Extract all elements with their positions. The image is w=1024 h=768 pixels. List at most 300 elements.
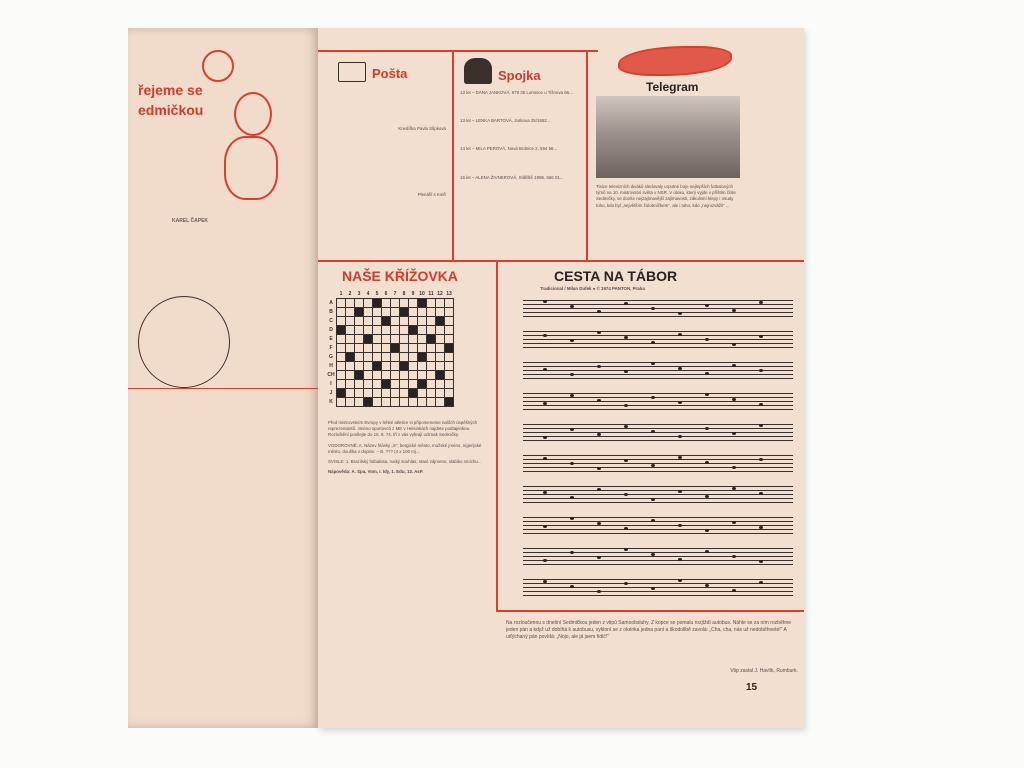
grid-cell <box>337 371 346 380</box>
music-note-icon <box>651 430 655 433</box>
music-note-icon <box>678 401 682 404</box>
left-heading-line1: řejeme se <box>138 82 203 98</box>
grid-cell <box>436 317 445 326</box>
grid-col-label: 3 <box>357 291 361 297</box>
music-note-icon <box>759 581 763 584</box>
grid-cell <box>346 335 355 344</box>
grid-cell <box>355 308 364 317</box>
grid-cell <box>355 326 364 335</box>
grid-cell <box>427 353 436 362</box>
staff-line <box>523 347 793 348</box>
grid-cell <box>427 371 436 380</box>
grid-cell <box>337 389 346 398</box>
grid-col-label: 1 <box>339 291 343 297</box>
grid-cell <box>337 326 346 335</box>
grid-col-label: 11 <box>428 291 434 297</box>
grid-cell <box>382 380 391 389</box>
grid-cell <box>355 344 364 353</box>
grid-row-label: I <box>330 381 332 387</box>
grid-cell <box>409 335 418 344</box>
staff-line <box>523 548 793 549</box>
grid-cell <box>400 380 409 389</box>
grid-row-label: F <box>329 345 333 351</box>
crossword-table <box>326 290 454 407</box>
grid-col-label: 6 <box>384 291 388 297</box>
grid-col-label: 9 <box>411 291 415 297</box>
grid-cell <box>409 299 418 308</box>
music-note-icon <box>678 333 682 336</box>
grid-row-label: J <box>329 390 333 396</box>
music-note-icon <box>732 364 736 367</box>
grid-cell <box>382 335 391 344</box>
music-note-icon <box>651 307 655 310</box>
grid-cell <box>355 371 364 380</box>
frame-vertical-mid <box>496 260 498 610</box>
spojka-title: Spojka <box>498 68 541 83</box>
music-note-icon <box>732 521 736 524</box>
grid-cell <box>445 335 454 344</box>
grid-cell <box>400 326 409 335</box>
grid-cell <box>445 353 454 362</box>
staff-line <box>523 428 793 429</box>
music-note-icon <box>759 335 763 338</box>
music-note-icon <box>543 525 547 528</box>
staff-line <box>523 393 793 394</box>
grid-cell <box>445 317 454 326</box>
music-note-icon <box>543 559 547 562</box>
staff-line <box>523 335 793 336</box>
staff-line <box>523 424 793 425</box>
grid-cell <box>409 371 418 380</box>
grid-cell <box>382 371 391 380</box>
staff-line <box>523 463 793 464</box>
grid-cell <box>382 389 391 398</box>
grid-cell <box>409 398 418 407</box>
grid-cell <box>436 398 445 407</box>
staff-line <box>523 370 793 371</box>
grid-cell <box>355 398 364 407</box>
staff-line <box>523 517 793 518</box>
music-note-icon <box>597 433 601 436</box>
grid-cell <box>418 362 427 371</box>
music-note-icon <box>624 527 628 530</box>
grid-cell <box>364 353 373 362</box>
music-note-icon <box>732 466 736 469</box>
grid-cell <box>337 398 346 407</box>
grid-cell <box>400 398 409 407</box>
staff-line <box>523 339 793 340</box>
grid-cell <box>373 371 382 380</box>
staff-line <box>523 529 793 530</box>
grid-cell <box>346 380 355 389</box>
music-note-icon <box>597 467 601 470</box>
staff-line <box>523 312 793 313</box>
music-note-icon <box>678 312 682 315</box>
grid-cell <box>346 344 355 353</box>
music-note-icon <box>570 551 574 554</box>
grid-cell <box>364 317 373 326</box>
music-note-icon <box>624 336 628 339</box>
grid-cell <box>445 389 454 398</box>
music-note-icon <box>597 590 601 593</box>
staff-line <box>523 455 793 456</box>
staff-line <box>523 436 793 437</box>
music-note-icon <box>678 367 682 370</box>
grid-cell <box>400 344 409 353</box>
grid-cell <box>400 362 409 371</box>
grid-cell <box>436 353 445 362</box>
grid-cell <box>364 371 373 380</box>
music-staff <box>523 517 793 535</box>
music-note-icon <box>597 488 601 491</box>
grid-cell <box>418 344 427 353</box>
grid-cell <box>391 362 400 371</box>
music-note-icon <box>570 517 574 520</box>
staff-line <box>523 521 793 522</box>
music-note-icon <box>597 365 601 368</box>
grid-row-label: A <box>329 300 333 306</box>
grid-cell <box>445 308 454 317</box>
music-note-icon <box>678 456 682 459</box>
grid-cell <box>355 335 364 344</box>
grid-cell <box>418 308 427 317</box>
staff-line <box>523 467 793 468</box>
music-note-icon <box>705 338 709 341</box>
grid-cell <box>436 299 445 308</box>
grid-cell <box>373 362 382 371</box>
grid-col-label: 7 <box>393 291 397 297</box>
staff-line <box>523 595 793 596</box>
krizovka-vodorovne: VODOROVNĚ: A. Název hlásky „S", bergické město, mužské jméno, nigerijské město, douška v dopise. – B. ??? (4 x 100 m)... <box>328 442 482 454</box>
music-note-icon <box>570 585 574 588</box>
grid-cell <box>436 308 445 317</box>
grid-cell <box>400 308 409 317</box>
music-note-icon <box>570 339 574 342</box>
music-note-icon <box>570 305 574 308</box>
grid-cell <box>364 380 373 389</box>
music-note-icon <box>651 396 655 399</box>
staff-line <box>523 316 793 317</box>
music-note-icon <box>678 524 682 527</box>
staff-line <box>523 459 793 460</box>
grid-cell <box>382 398 391 407</box>
grid-cell <box>364 299 373 308</box>
grid-cell <box>427 362 436 371</box>
music-note-icon <box>732 555 736 558</box>
music-note-icon <box>651 362 655 365</box>
grid-cell <box>355 353 364 362</box>
grid-cell <box>436 362 445 371</box>
staff-line <box>523 525 793 526</box>
cartoon-body-icon <box>224 136 278 200</box>
grid-cell <box>337 335 346 344</box>
grid-cell <box>346 362 355 371</box>
grid-cell <box>436 326 445 335</box>
grid-cell <box>400 389 409 398</box>
grid-cell <box>364 398 373 407</box>
grid-cell <box>418 326 427 335</box>
grid-cell <box>391 335 400 344</box>
staff-line <box>523 564 793 565</box>
music-note-icon <box>732 398 736 401</box>
posta-sign2: Plenářil s Kotři <box>417 192 446 198</box>
grid-cell <box>418 389 427 398</box>
grid-cell <box>427 344 436 353</box>
music-staff <box>523 393 793 411</box>
grid-cell <box>391 398 400 407</box>
grid-cell <box>427 326 436 335</box>
grid-row-label: G <box>329 354 333 360</box>
posta-sign1: Kreslířka Pavla Slípková <box>398 126 446 131</box>
music-note-icon <box>543 491 547 494</box>
music-note-icon <box>732 589 736 592</box>
grid-cell <box>400 317 409 326</box>
music-note-icon <box>624 302 628 305</box>
left-divider <box>128 388 318 389</box>
grid-cell <box>382 317 391 326</box>
grid-cell <box>355 317 364 326</box>
left-author: KAREL ČAPEK <box>172 218 209 224</box>
grid-cell <box>364 344 373 353</box>
grid-cell <box>409 389 418 398</box>
telephone-icon <box>464 58 492 84</box>
grid-cell <box>364 308 373 317</box>
music-note-icon <box>570 394 574 397</box>
grid-row-label: B <box>329 309 333 315</box>
frame-top <box>318 50 598 52</box>
music-note-icon <box>543 334 547 337</box>
grid-cell <box>445 362 454 371</box>
music-note-icon <box>651 587 655 590</box>
grid-cell <box>391 308 400 317</box>
music-note-icon <box>624 459 628 462</box>
music-note-icon <box>570 373 574 376</box>
music-staff <box>523 300 793 318</box>
music-note-icon <box>732 343 736 346</box>
grid-col-label: 5 <box>375 291 379 297</box>
grid-cell <box>409 308 418 317</box>
music-staff <box>523 455 793 473</box>
staff-line <box>523 502 793 503</box>
staff-line <box>523 440 793 441</box>
grid-cell <box>373 326 382 335</box>
grid-cell <box>427 389 436 398</box>
music-note-icon <box>705 550 709 553</box>
grid-col-label: 10 <box>419 291 425 297</box>
feather-quill-icon <box>618 46 732 76</box>
grid-cell <box>409 362 418 371</box>
grid-col-label: 12 <box>437 291 443 297</box>
music-note-icon <box>543 402 547 405</box>
grid-cell <box>436 335 445 344</box>
grid-corner <box>326 290 337 299</box>
music-note-icon <box>570 462 574 465</box>
music-note-icon <box>651 553 655 556</box>
krizovka-svisle: SVISLE: 1. Brazilský fotbalista, ruský souhlas, staré zájmeno, slabiko smíchu... <box>328 459 482 465</box>
staff-line <box>523 405 793 406</box>
grid-cell <box>373 380 382 389</box>
telegram-text: Tisíce televizních diváků sledovaly urputné boje nejlepších fotbalových týmů na 10. mistrovství světa v NSR. V útoku, který vyjde v příštím čísle Sedmičky, se dovíte nejzajímavější zajímavosti, zákulisní klepy i osudy toho, kdo byl „největším žolobníčkem", ale i toho, kdo „nejrozvážil" ... <box>596 184 736 208</box>
grid-cell <box>418 398 427 407</box>
grid-cell <box>391 299 400 308</box>
staff-line <box>523 331 793 332</box>
grid-cell <box>400 371 409 380</box>
music-note-icon <box>543 300 547 303</box>
grid-cell <box>364 335 373 344</box>
spojka-entry-1: 13 let – DANA JANKOVÁ, 679 35 Lomnice u Tišnova 66... <box>460 90 573 95</box>
grid-cell <box>346 389 355 398</box>
grid-col-label: 4 <box>366 291 370 297</box>
grid-cell <box>391 326 400 335</box>
grid-cell <box>400 353 409 362</box>
staff-line <box>523 300 793 301</box>
music-note-icon <box>543 457 547 460</box>
grid-cell <box>373 299 382 308</box>
staff-line <box>523 304 793 305</box>
joke-text: Na rozloučenou s dnešní Sedmičkou jeden z vtipů Samoobsluhy. Z kopce se pomalu rozjíždí autobus. Náhle se za ním rozběhne jeden pán a když už dobíhá k autobusu, vykloní se z okénka jedna paní a škodolibě zavolá: „Cha, cha, nás už nedoběhnete!" A uďýchaný pán povídá: „Nojo, ale já jsem řidič!" <box>506 620 792 640</box>
grid-cell <box>373 398 382 407</box>
grid-cell <box>337 317 346 326</box>
grid-cell <box>382 299 391 308</box>
music-note-icon <box>759 492 763 495</box>
staff-line <box>523 486 793 487</box>
staff-line <box>523 378 793 379</box>
grid-cell <box>373 353 382 362</box>
krizovka-text <box>328 420 490 682</box>
grid-cell <box>418 353 427 362</box>
music-staff <box>523 579 793 597</box>
music-note-icon <box>570 496 574 499</box>
grid-cell <box>436 344 445 353</box>
music-note-icon <box>732 309 736 312</box>
music-note-icon <box>732 487 736 490</box>
music-note-icon <box>651 341 655 344</box>
music-note-icon <box>678 435 682 438</box>
cartoon-head-icon <box>234 92 272 136</box>
grid-row-label: E <box>329 336 333 342</box>
grid-cell <box>436 389 445 398</box>
grid-cell <box>400 335 409 344</box>
music-note-icon <box>705 393 709 396</box>
spojka-entry-3: 14 let – MILA PEROVÁ, Nová Brdnice 2, 594 58... <box>460 146 558 152</box>
grid-cell <box>373 308 382 317</box>
grid-cell <box>445 326 454 335</box>
grid-row-label: C <box>329 318 333 324</box>
grid-cell <box>409 317 418 326</box>
grid-cell <box>337 308 346 317</box>
music-note-icon <box>759 424 763 427</box>
grid-cell <box>337 344 346 353</box>
grid-cell <box>382 344 391 353</box>
grid-cell <box>418 335 427 344</box>
frame-joke-top <box>496 610 804 612</box>
staff-line <box>523 343 793 344</box>
grid-cell <box>427 308 436 317</box>
song-credit: Tradicional / Milan Dufek ● © 1974 PANTON, Praha <box>540 286 645 291</box>
grid-cell <box>346 398 355 407</box>
spojka-entry-2: 13 let – LENKA BARTOVÁ, Jurkova 25/1552... <box>460 118 551 124</box>
grid-cell <box>400 299 409 308</box>
grid-col-label: 13 <box>446 291 452 297</box>
music-note-icon <box>543 368 547 371</box>
music-staff <box>523 331 793 349</box>
staff-line <box>523 560 793 561</box>
telegram-title: Telegram <box>646 80 699 94</box>
grid-cell <box>409 326 418 335</box>
music-note-icon <box>759 403 763 406</box>
grid-cell <box>355 299 364 308</box>
grid-col-label: 8 <box>402 291 406 297</box>
posta-text <box>328 86 446 251</box>
grid-cell <box>382 362 391 371</box>
music-note-icon <box>597 399 601 402</box>
staff-line <box>523 366 793 367</box>
music-note-icon <box>759 458 763 461</box>
grid-cell <box>346 299 355 308</box>
spojka-entry-4: 15 let – ALENA ŽIVNEROVÁ, Sídliště 1986, 666 01... <box>460 174 564 180</box>
grid-cell <box>445 398 454 407</box>
music-note-icon <box>705 372 709 375</box>
staff-line <box>523 490 793 491</box>
music-note-icon <box>597 522 601 525</box>
football-photo <box>596 96 740 178</box>
grid-cell <box>409 380 418 389</box>
grid-cell <box>445 299 454 308</box>
music-staff <box>523 548 793 566</box>
grid-cell <box>418 299 427 308</box>
music-note-icon <box>624 425 628 428</box>
music-note-icon <box>759 301 763 304</box>
grid-row-label: D <box>329 327 333 333</box>
envelope-icon <box>338 62 366 82</box>
grid-cell <box>409 344 418 353</box>
grid-cell <box>337 380 346 389</box>
music-note-icon <box>624 582 628 585</box>
grid-cell <box>373 344 382 353</box>
staff-line <box>523 471 793 472</box>
joke-credit: Vtip zaslal J. Havlík, Rumburk. <box>730 668 798 674</box>
grid-row-label: H <box>329 363 333 369</box>
crossword-grid <box>326 290 454 407</box>
grid-cell <box>346 371 355 380</box>
grid-cell <box>355 362 364 371</box>
music-note-icon <box>678 579 682 582</box>
krizovka-intro: Před mistrovstvím Evropy v lehké atletice si připomeneme naších úspěšných reprezentantů. Jméno sportovců z ME v Helsinkách najdete podtajenkou. Rozluštění posílejte do 16. 8. 74, tři z vás vyhrají odznak Sedmičky. <box>328 420 478 438</box>
grid-cell <box>373 317 382 326</box>
grid-cell <box>364 362 373 371</box>
staff-line <box>523 494 793 495</box>
grid-cell <box>436 371 445 380</box>
grid-cell <box>346 308 355 317</box>
music-note-icon <box>624 370 628 373</box>
music-note-icon <box>759 526 763 529</box>
grid-cell <box>382 353 391 362</box>
grid-cell <box>436 380 445 389</box>
music-note-icon <box>624 548 628 551</box>
grid-col-label: 2 <box>348 291 352 297</box>
music-note-icon <box>624 493 628 496</box>
music-note-icon <box>705 461 709 464</box>
krizovka-napoveda: Nápověda: A. Spa, Vom, I. Ídy, 1. Edu, 13. AsP. <box>328 469 424 475</box>
staff-line <box>523 583 793 584</box>
music-note-icon <box>759 560 763 563</box>
music-note-icon <box>732 432 736 435</box>
music-note-icon <box>597 331 601 334</box>
staff-line <box>523 401 793 402</box>
frame-mid <box>318 260 804 262</box>
music-note-icon <box>543 436 547 439</box>
grid-cell <box>346 353 355 362</box>
